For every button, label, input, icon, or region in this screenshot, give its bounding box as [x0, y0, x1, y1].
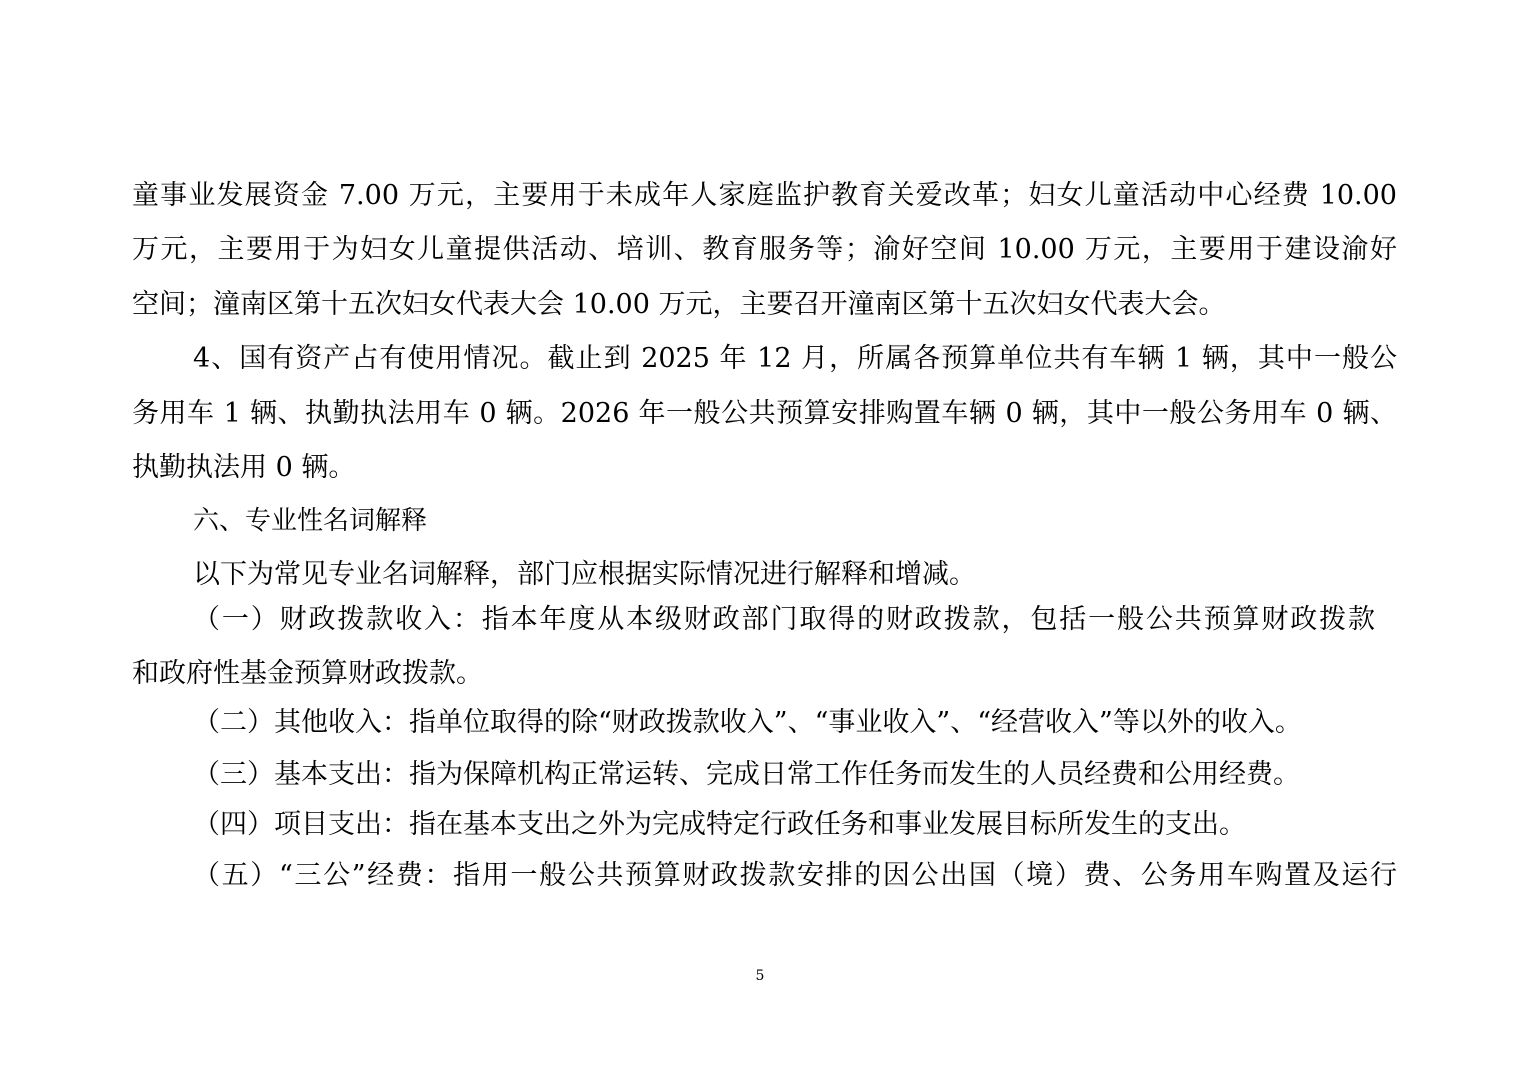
- body-text-line: 童事业发展资金 7.00 万元，主要用于未成年人家庭监护教育关爱改革；妇女儿童活动中心经费 10.00: [132, 180, 1397, 211]
- body-text-line: 和政府性基金预算财政拨款。: [132, 658, 483, 689]
- body-text-line: （三）基本支出：指为保障机构正常运转、完成日常工作任务而发生的人员经费和公用经费。: [193, 759, 1300, 790]
- body-text-line: 务用车 1 辆、执勤执法用车 0 辆。2026 年一般公共预算安排购置车辆 0 辆，其中一般公务用车 0 辆、: [132, 398, 1397, 429]
- body-text-line: （四）项目支出：指在基本支出之外为完成特定行政任务和事业发展目标所发生的支出。: [193, 809, 1246, 840]
- section-heading: 六、专业性名词解释: [193, 506, 428, 536]
- body-text-line: （五）“三公”经费：指用一般公共预算财政拨款安排的因公出国（境）费、公务用车购置及运行: [193, 860, 1397, 891]
- body-text-line: 万元，主要用于为妇女儿童提供活动、培训、教育服务等；渝好空间 10.00 万元，主要用于建设渝好: [132, 234, 1397, 265]
- body-text-line: 4、国有资产占有使用情况。截止到 2025 年 12 月，所属各预算单位共有车辆 1 辆，其中一般公: [193, 343, 1397, 374]
- body-text-line: （二）其他收入：指单位取得的除“财政拨款收入”、“事业收入”、“经营收入”等以外的收入。: [193, 707, 1302, 738]
- body-text-line: 空间；潼南区第十五次妇女代表大会 10.00 万元，主要召开潼南区第十五次妇女代表大会。: [132, 289, 1226, 320]
- body-text-line: 以下为常见专业名词解释，部门应根据实际情况进行解释和增减。: [193, 559, 976, 590]
- body-text-line: 执勤执法用 0 辆。: [132, 452, 356, 483]
- body-text-line: （一）财政拨款收入：指本年度从本级财政部门取得的财政拨款，包括一般公共预算财政拨款: [193, 604, 1375, 635]
- page-number: 5: [755, 968, 765, 984]
